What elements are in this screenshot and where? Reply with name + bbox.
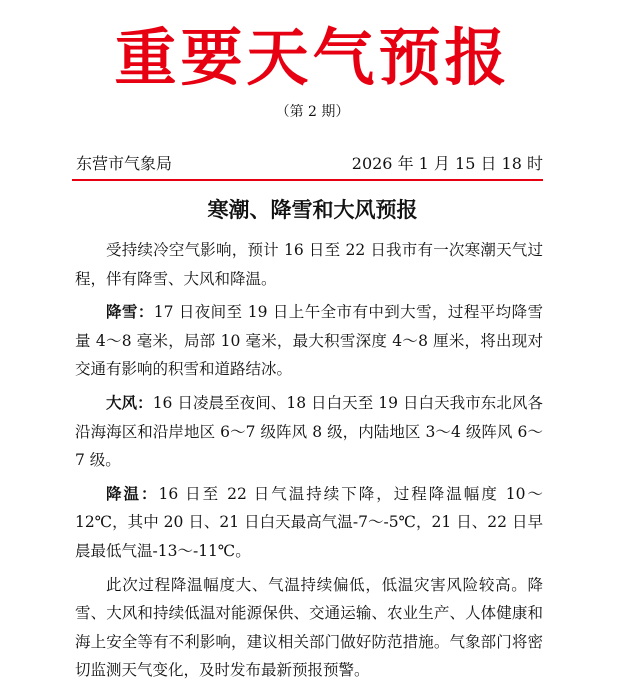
section-cooling (75, 480, 543, 566)
closing-paragraph: 此次过程降温幅度大、气温持续偏低，低温灾害风险较高。降雪、大风和持续低温对能源保供、交通运输、农业生产、人体健康和海上安全等有不利影响，建议相关部门做好防范措施。气象部门将密切监测天气变化，及时发布最新预报预警。 (75, 575, 543, 680)
article-title: 寒潮、降雪和大风预报 (207, 197, 418, 222)
section-label: 降雪： (106, 303, 154, 322)
header-divider (72, 179, 543, 181)
meta-row (76, 152, 543, 176)
article-body (75, 236, 543, 690)
intro-paragraph: 受持续冷空气影响，预计 16 日至 22 日我市有一次寒潮天气过程，伴有降雪、大风和降温。 (75, 241, 543, 288)
masthead-title: 重要天气预报 (114, 21, 511, 94)
issuing-agency: 东营市气象局 (76, 154, 173, 173)
section-text: 16 日凌晨至夜间、18 日白天至 19 日白天我市东北风各沿海海区和沿岸地区 6～7 级阵风 8 级，内陆地区 3～4 级阵风 6～7 级。 (75, 393, 543, 470)
section-wind (75, 389, 543, 475)
issue-datetime: 2026 年 1 月 15 日 18 时 (351, 154, 543, 173)
section-label: 降温： (106, 484, 159, 503)
section-text: 17 日夜间至 19 日上午全市有中到大雪，过程平均降雪量 4～8 毫米，局部 10 毫米，最大积雪深度 4～8 厘米，将出现对交通有影响的积雪和道路结冰。 (75, 303, 543, 379)
issue-number: （第 2 期） (275, 104, 350, 120)
section-text: 16 日至 22 日气温持续下降，过程降温幅度 10～12℃，其中 20 日、21 日白天最高气温-7～-5℃，21 日、22 日早晨最低气温-13～-11℃。 (75, 484, 543, 560)
section-label: 大风： (106, 393, 153, 412)
section-snow (75, 298, 543, 384)
